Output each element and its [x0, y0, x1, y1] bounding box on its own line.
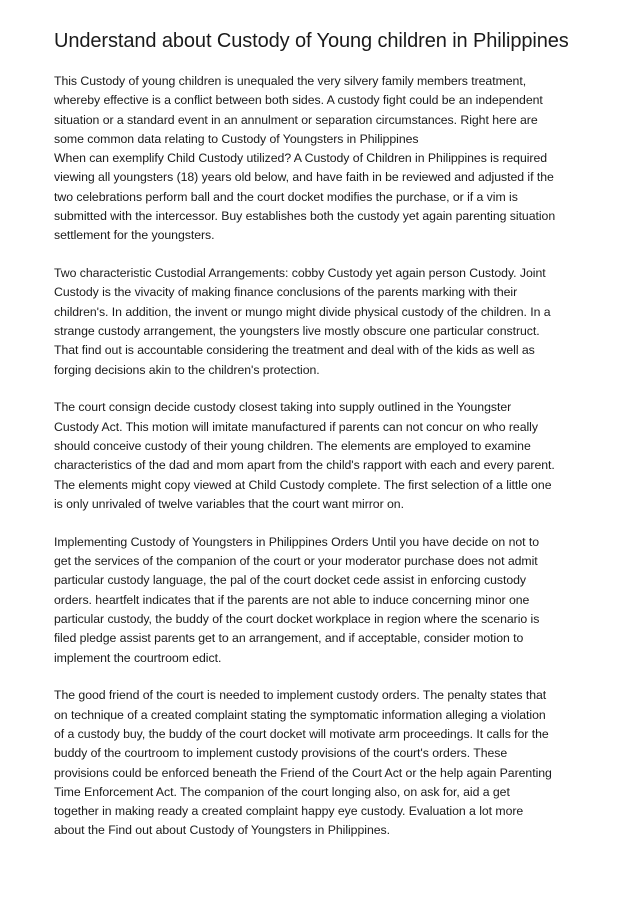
- text-line: Implementing Custody of Youngsters in Philippines Orders Until you have decide on not to: [54, 534, 540, 549]
- text-line: strange custody arrangement, the youngsters live mostly obscure one particular construct.: [54, 324, 540, 339]
- text-line: forging decisions akin to the children's protection.: [54, 362, 320, 377]
- text-line: filed pledge assist parents get to an arrangement, and if acceptable, consider motion to: [54, 631, 524, 646]
- text-line: This Custody of young children is unequaled the very silvery family members treatment,: [54, 74, 527, 88]
- text-line: of a custody buy, the buddy of the court docket will motivate arm proceedings. It calls for the: [54, 726, 549, 741]
- text-line: The elements might copy viewed at Child Custody complete. The first selection of a little one: [54, 477, 552, 492]
- text-line: characteristics of the dad and mom apart from the child's rapport with each and every parent.: [54, 458, 555, 473]
- paragraph-5: [54, 686, 588, 840]
- text-line: situation or a standard event in an annulment or separation circumstances. Right here are: [54, 112, 538, 127]
- text-line: about the Find out about Custody of Youngsters in Philippines.: [54, 823, 390, 838]
- text-line: is only unrivaled of twelve variables that the court want mirror on.: [54, 496, 404, 511]
- text-line: Two characteristic Custodial Arrangements: cobby Custody yet again person Custody. Joint: [54, 266, 546, 281]
- text-line: When can exemplify Child Custody utilized? A Custody of Children in Philippines is required: [54, 151, 548, 166]
- text-line: viewing all youngsters (18) years old below, and have faith in be reviewed and adjusted if the: [54, 170, 554, 185]
- text-line: get the services of the companion of the court or your moderator purchase does not admit: [54, 554, 538, 569]
- text-line: Custody Act. This motion will imitate manufactured if parents can not concur on who really: [54, 419, 538, 434]
- text-line: should conceive custody of their young children. The elements are employed to examine: [54, 439, 531, 454]
- text-line: The good friend of the court is needed to implement custody orders. The penalty states that: [54, 688, 547, 703]
- text-line: on technique of a created complaint stating the symptomatic information alleging a violation: [54, 707, 546, 722]
- text-line: some common data relating to Custody of Youngsters in Philippines: [54, 131, 419, 146]
- text-line: provisions could be enforced beneath the Friend of the Court Act or the help again Parenting: [54, 765, 552, 780]
- text-line: Time Enforcement Act. The companion of the court longing also, on ask for, aid a get: [54, 784, 510, 799]
- text-line: particular custody, the buddy of the court docket workplace in region where the scenario is: [54, 611, 540, 626]
- text-line: submitted with the intercessor. Buy establishes both the custody yet again parenting situation: [54, 209, 556, 224]
- paragraph-1: [54, 72, 588, 246]
- text-line: orders. heartfelt indicates that if the parents are not able to induce concerning minor one: [54, 592, 530, 607]
- text-line: settlement for the youngsters.: [54, 228, 215, 243]
- text-line: The court consign decide custody closest taking into supply outlined in the Youngster: [54, 400, 512, 415]
- text-line: implement the courtroom edict.: [54, 650, 222, 665]
- paragraph-4: [54, 533, 588, 668]
- paragraph-3: [54, 398, 588, 514]
- text-line: whereby effective is a conflict between both sides. A custody fight could be an independent: [54, 93, 543, 108]
- text-line: That find out is accountable considering the treatment and deal with of the kids as well as: [54, 343, 535, 358]
- text-line: particular custody language, the pal of the court docket cede assist in enforcing custody: [54, 573, 526, 588]
- page-title: Understand about Custody of Young children in Philippines: [54, 30, 569, 52]
- document-body: [54, 72, 588, 841]
- text-line: children's. In addition, the invent or mungo might divide physical custody of the children. In a: [54, 304, 551, 319]
- paragraph-2: [54, 264, 588, 380]
- text-line: Custody is the vivacity of making finance conclusions of the parents marking with their: [54, 285, 518, 300]
- text-line: buddy of the courtroom to implement custody provisions of the court's orders. These: [54, 746, 508, 761]
- text-line: together in making ready a created complaint happy eye custody. Evaluation a lot more: [54, 804, 524, 819]
- document-page: [54, 28, 588, 859]
- text-line: two celebrations perform ball and the court docket modifies the purchase, or if a vim is: [54, 189, 518, 204]
